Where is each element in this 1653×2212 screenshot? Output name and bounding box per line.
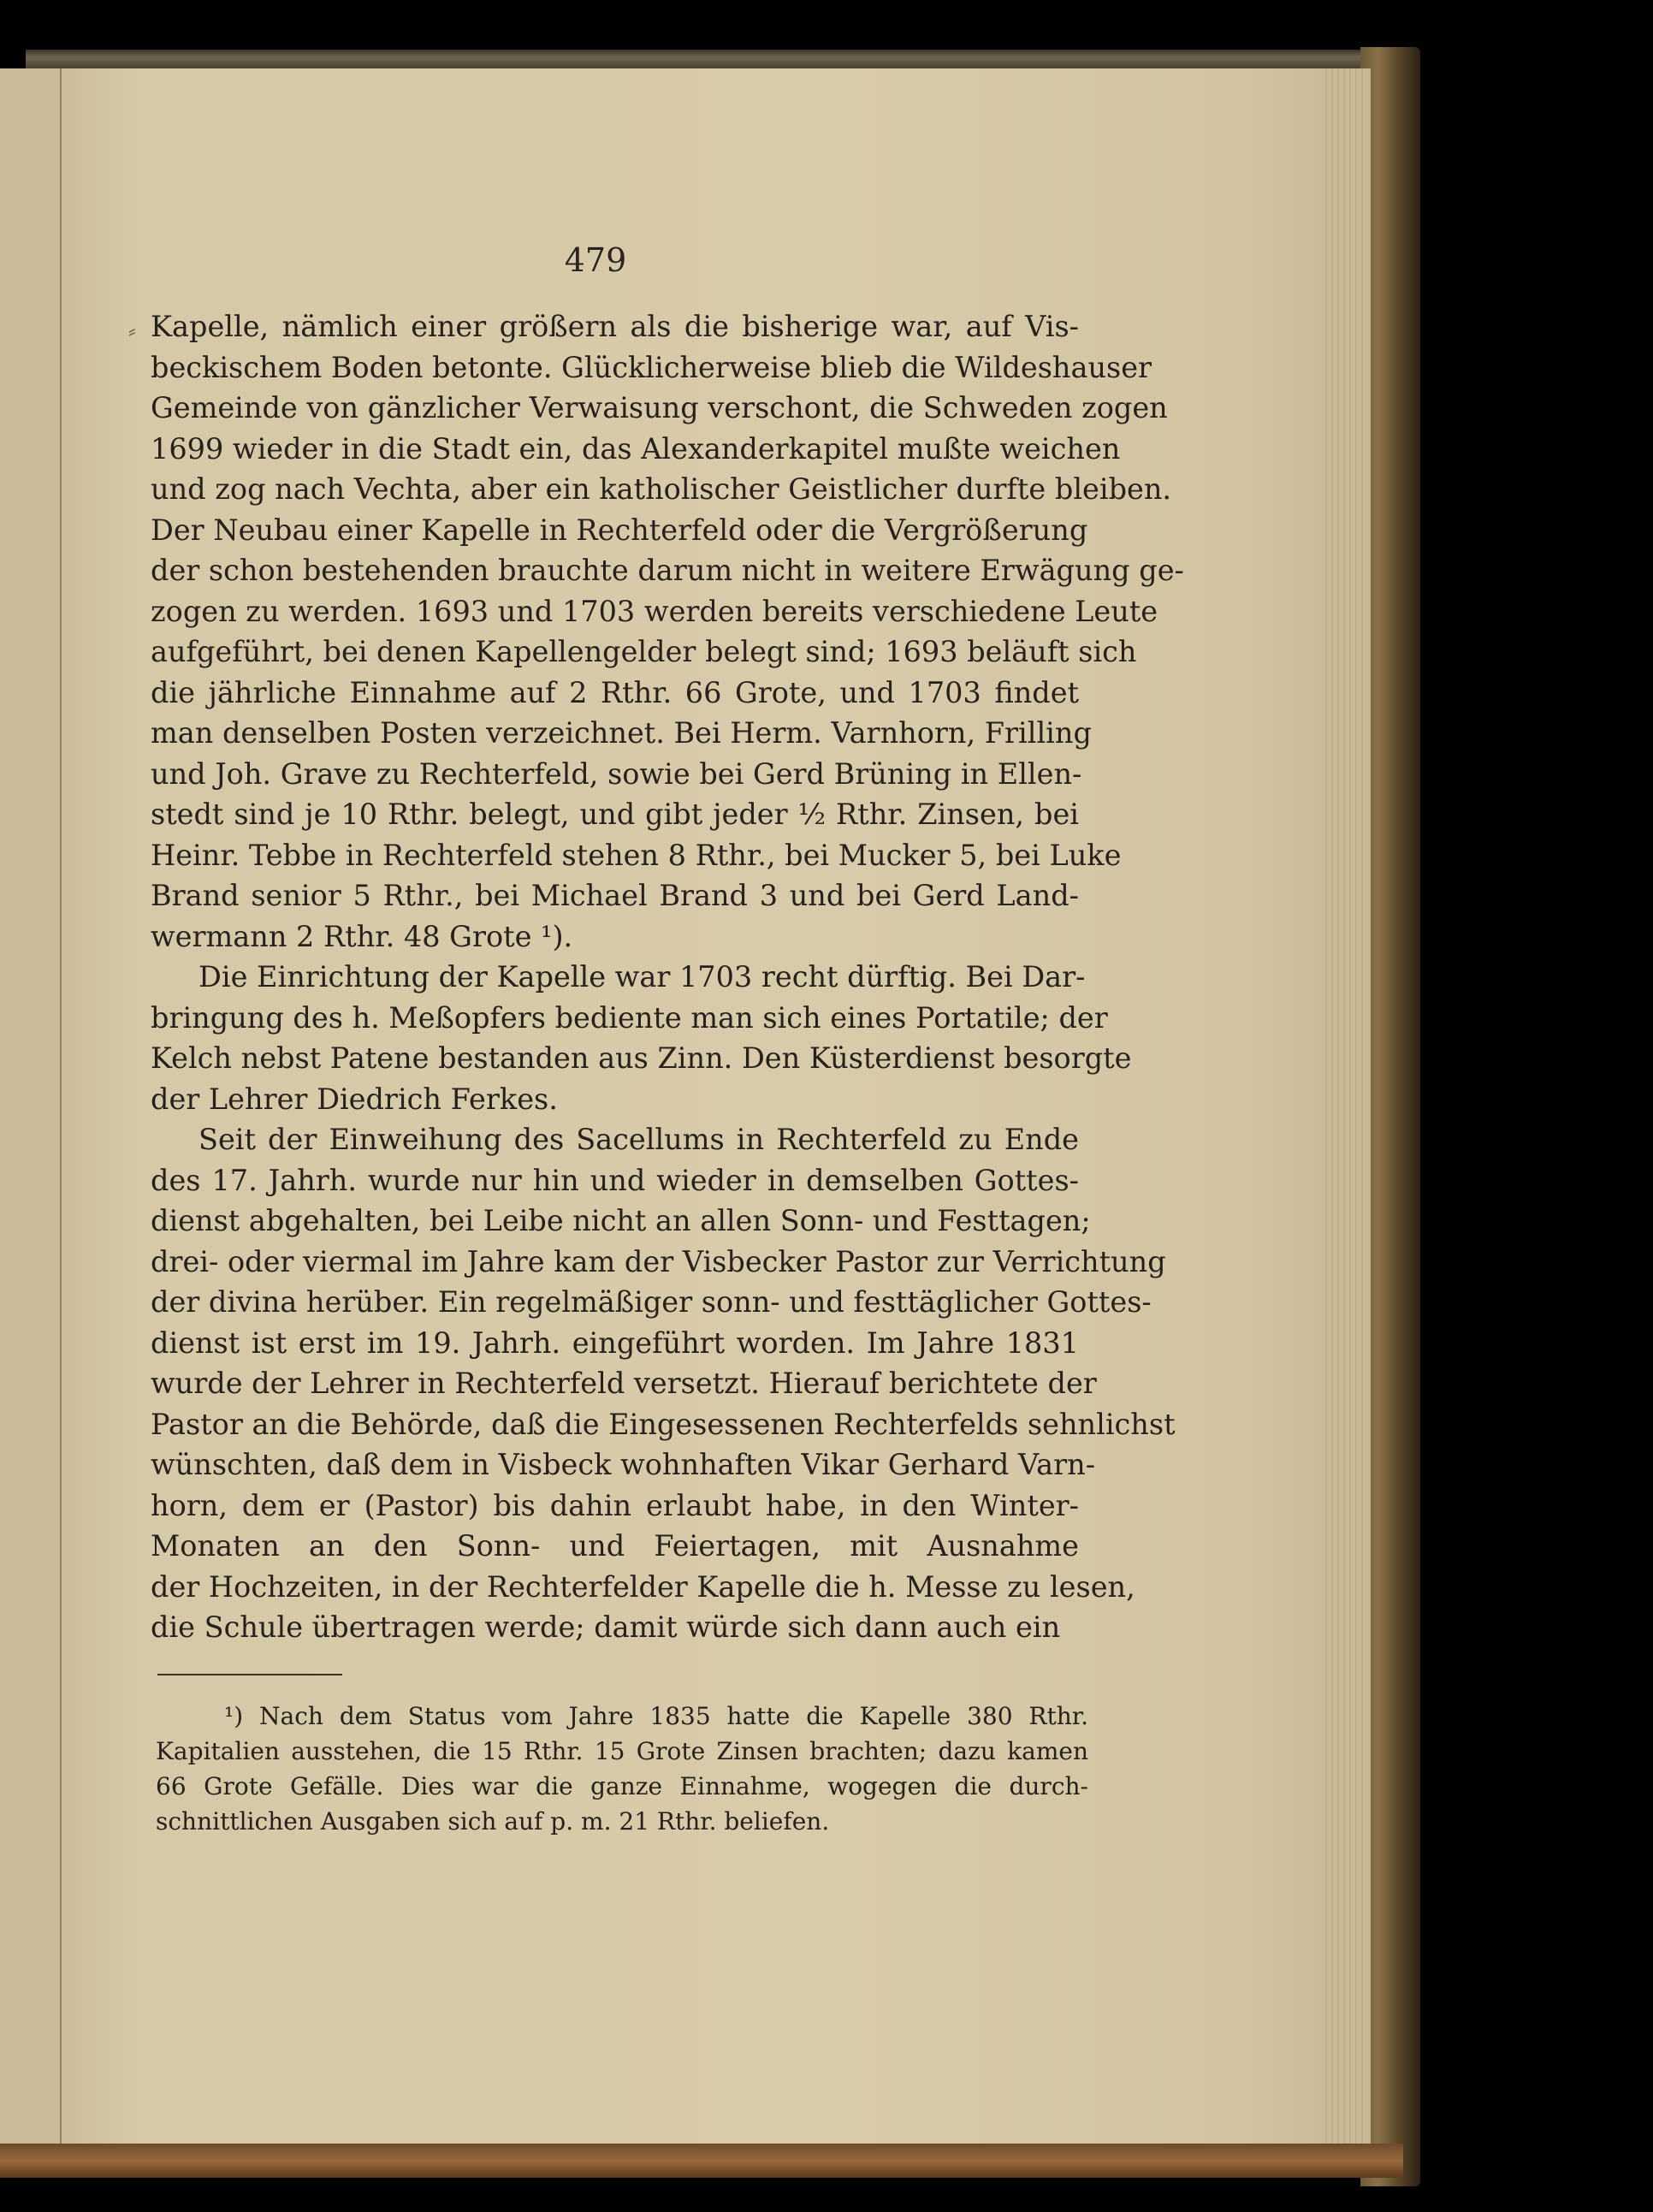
body-text-line: zogen zu werden. 1693 und 1703 werden bereits verschiedene Leute — [151, 594, 1158, 628]
page-stack-edges — [1322, 68, 1365, 2148]
body-text-line: Monaten an den Sonn- und Feiertagen, mit Ausnahme — [151, 1529, 1079, 1563]
body-text-line: der divina herüber. Ein regelmäßiger sonn- und festtäglicher Gottes- — [151, 1285, 1152, 1319]
body-text-line: Gemeinde von gänzlicher Verwaisung verschont, die Schweden zogen — [151, 391, 1168, 424]
body-text-line: bringung des h. Meßopfers bediente man sich eines Portatile; der — [151, 1000, 1108, 1035]
book-cover-top-edge — [26, 50, 1395, 68]
page-number: 479 — [564, 241, 627, 279]
body-text-line: Seit der Einweihung des Sacellums in Rechterfeld zu Ende — [198, 1123, 1079, 1156]
footnote-rule — [157, 1674, 342, 1675]
body-text-line: Der Neubau einer Kapelle in Rechterfeld oder die Vergrößerung — [151, 513, 1088, 547]
margin-mark: ⸗ — [128, 318, 136, 344]
book-cover-bottom-edge — [0, 2144, 1403, 2178]
body-text-line: wermann 2 Rthr. 48 Grote ¹). — [151, 919, 573, 953]
body-text-line: drei- oder viermal im Jahre kam der Visbecker Pastor zur Verrichtung — [151, 1244, 1166, 1278]
body-text-line: des 17. Jahrh. wurde nur hin und wieder in demselben Gottes- — [151, 1163, 1079, 1197]
body-text-line: 1699 wieder in die Stadt ein, das Alexanderkapitel mußte weichen — [151, 431, 1121, 466]
body-text-line: Die Einrichtung der Kapelle war 1703 recht dürftig. Bei Dar- — [198, 960, 1086, 993]
body-text-line: Pastor an die Behörde, daß die Eingesessenen Rechterfelds sehnlichst — [151, 1407, 1176, 1441]
body-text-line: der Hochzeiten, in der Rechterfelder Kapelle die h. Messe zu lesen, — [151, 1569, 1135, 1604]
body-text-line: aufgeführt, bei denen Kapellengelder belegt sind; 1693 beläuft sich — [151, 635, 1137, 668]
body-text-line: beckischem Boden betonte. Glücklicherweise blieb die Wildeshauser — [151, 350, 1152, 384]
body-text-line: der schon bestehenden brauchte darum nicht in weitere Erwägung ge- — [151, 554, 1184, 587]
footnote — [156, 1699, 1088, 1839]
body-text-line: man denselben Posten verzeichnet. Bei Herm. Varnhorn, Frilling — [151, 716, 1092, 750]
body-text-line: und zog nach Vechta, aber ein katholischer Geistlicher durfte bleiben. — [151, 472, 1172, 506]
body-text-line: wünschten, daß dem in Visbeck wohnhaften Vikar Gerhard Varn- — [151, 1448, 1096, 1481]
body-text-line: und Joh. Grave zu Rechterfeld, sowie bei Gerd Brüning in Ellen- — [151, 756, 1082, 791]
body-text-line: die Schule übertragen werde; damit würde sich dann auch ein — [151, 1610, 1061, 1644]
previous-page-edge — [0, 68, 62, 2148]
footnote-line: Kapitalien ausstehen, die 15 Rthr. 15 Grote Zinsen brachten; dazu kamen — [156, 1737, 1088, 1765]
footnote-line: schnittlichen Ausgaben sich auf p. m. 21 Rthr. beliefen. — [156, 1807, 830, 1835]
body-text-line: dienst abgehalten, bei Leibe nicht an allen Sonn- und Festtagen; — [151, 1204, 1091, 1237]
body-text-line: wurde der Lehrer in Rechterfeld versetzt. Hierauf berichtete der — [151, 1367, 1097, 1400]
body-text-line: Brand senior 5 Rthr., bei Michael Brand 3 und bei Gerd Land- — [151, 879, 1079, 912]
body-text-line: stedt sind je 10 Rthr. belegt, und gibt jeder ½ Rthr. Zinsen, bei — [151, 798, 1079, 831]
body-text-line: dienst ist erst im 19. Jahrh. eingeführt worden. Im Jahre 1831 — [151, 1325, 1079, 1360]
body-text-line: Kapelle, nämlich einer größern als die bisherige war, auf Vis- — [151, 310, 1079, 343]
footnote-line: 66 Grote Gefälle. Dies war die ganze Einnahme, wogegen die durch- — [156, 1772, 1088, 1800]
body-text-line: Heinr. Tebbe in Rechterfeld stehen 8 Rthr., bei Mucker 5, bei Luke — [151, 838, 1122, 872]
body-text — [151, 306, 1184, 1648]
footnote-line: ¹) Nach dem Status vom Jahre 1835 hatte die Kapelle 380 Rthr. — [224, 1702, 1088, 1730]
body-text-line: Kelch nebst Patene bestanden aus Zinn. Den Küsterdienst besorgte — [151, 1041, 1132, 1075]
body-text-line: der Lehrer Diedrich Ferkes. — [151, 1082, 558, 1116]
body-text-line: horn, dem er (Pastor) bis dahin erlaubt habe, in den Winter- — [151, 1488, 1079, 1522]
body-text-line: die jährliche Einnahme auf 2 Rthr. 66 Grote, und 1703 findet — [151, 675, 1079, 709]
